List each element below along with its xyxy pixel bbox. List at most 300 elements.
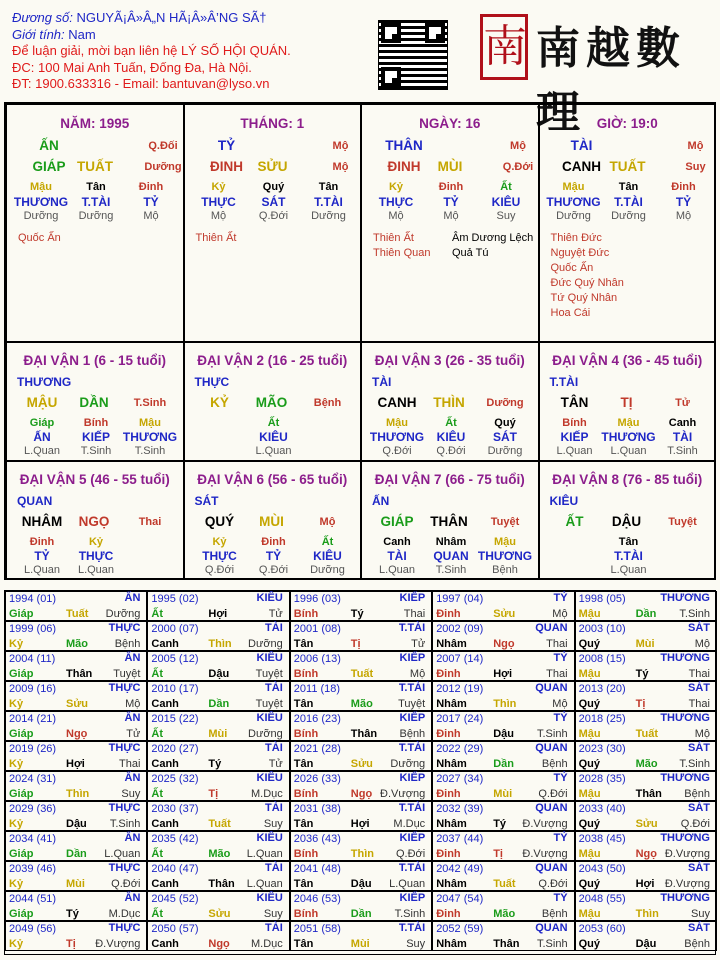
dai-van-cell — [6, 342, 184, 461]
year-label: 2003 (10) — [578, 623, 626, 635]
year-god: SÁT — [687, 862, 710, 874]
year-stem: Bính — [293, 728, 319, 740]
year-stem: Kỷ — [9, 938, 24, 950]
hidden-life: Mộ — [210, 210, 227, 222]
year-label: 2039 (46) — [9, 863, 57, 875]
year-god: KIẾP — [399, 592, 426, 604]
year-branch: Dần — [635, 608, 657, 620]
dai-van-title: ĐẠI VẬN 4 (36 - 45 tuổi) — [552, 353, 703, 368]
year-cell — [147, 591, 289, 621]
year-branch: Dậu — [635, 938, 657, 950]
dai-van-god: KIÊU — [549, 494, 579, 508]
dai-van-stem: KỶ — [210, 395, 229, 410]
hidden-god: THƯƠNG — [122, 430, 178, 444]
hidden-god: TỶ — [675, 195, 692, 209]
year-life: Đ.Vượng — [522, 848, 568, 860]
year-cell — [5, 921, 147, 951]
year-life: Thai — [546, 638, 568, 650]
year-branch: Tý — [635, 668, 649, 680]
year-branch: Thìn — [493, 698, 517, 710]
logo-brand: 南越數理 — [536, 23, 686, 138]
year-branch: Dần — [208, 698, 230, 710]
year-cell — [290, 801, 432, 831]
year-stem: Ất — [151, 608, 163, 620]
hidden-life: Q.Đới — [382, 445, 412, 457]
year-stem: Giáp — [9, 788, 34, 800]
year-god: SÁT — [687, 742, 710, 754]
year-god: TỶ — [553, 592, 568, 604]
hidden-life: L.Quan — [23, 564, 61, 576]
dai-van-life: Tuyệt — [668, 516, 697, 528]
year-label: 2037 (44) — [436, 833, 484, 845]
year-branch: Thân — [208, 878, 235, 890]
year-branch: Sửu — [493, 608, 516, 620]
year-label: 2051 (58) — [293, 923, 341, 935]
dai-van-life: T.Sinh — [133, 397, 167, 409]
branch-life: Dưỡng — [144, 161, 182, 173]
hidden-god: KIẾP — [560, 430, 589, 444]
year-stem: Đinh — [436, 608, 461, 620]
year-life: L.Quan — [246, 878, 283, 890]
year-life: Bệnh — [541, 758, 568, 770]
year-cell — [432, 651, 574, 681]
dai-van-branch: DẬU — [611, 514, 642, 529]
dai-van-title: ĐẠI VẬN 1 (6 - 15 tuổi) — [23, 353, 166, 368]
year-branch: Dần — [350, 908, 372, 920]
year-life: T.Sinh — [537, 728, 568, 740]
star-item: Quốc Ấn — [550, 262, 594, 274]
year-cell — [575, 681, 717, 711]
year-god: QUAN — [535, 742, 568, 754]
year-god: SÁT — [687, 802, 710, 814]
hidden-stem: Bính — [562, 417, 587, 429]
year-cell — [575, 861, 717, 891]
year-label: 2027 (34) — [436, 773, 484, 785]
dai-van-life: Tử — [675, 397, 690, 409]
year-label: 2022 (29) — [436, 743, 484, 755]
year-god: KIÊU — [256, 592, 283, 604]
year-label: 2042 (49) — [436, 863, 484, 875]
year-stem: Nhâm — [436, 758, 467, 770]
year-label: 2010 (17) — [151, 683, 199, 695]
hidden-stem: Mậu — [139, 417, 161, 429]
year-life: Tuyệt — [255, 668, 283, 680]
year-label: 2015 (22) — [151, 713, 199, 725]
year-cell — [5, 741, 147, 771]
year-label: 2004 (11) — [9, 653, 56, 665]
year-life: Dưỡng — [390, 758, 426, 770]
year-label: 2046 (53) — [293, 893, 341, 905]
year-life: Suy — [691, 908, 710, 920]
dai-van-title: ĐẠI VẬN 7 (66 - 75 tuổi) — [374, 472, 525, 487]
dai-van-life: Bệnh — [313, 397, 342, 409]
year-stem: Nhâm — [436, 938, 467, 950]
dai-van-cell — [6, 461, 184, 580]
year-god: ẤN — [124, 592, 141, 604]
year-stem: Canh — [151, 638, 179, 650]
dai-van-cell — [539, 461, 717, 580]
hidden-life: Mộ — [443, 210, 459, 222]
year-label: 2031 (38) — [293, 803, 341, 815]
year-branch: Tý — [66, 908, 79, 920]
year-life: Bệnh — [541, 908, 568, 920]
hidden-god: SÁT — [261, 195, 286, 209]
year-cell — [290, 891, 432, 921]
year-god: THƯƠNG — [660, 652, 710, 664]
year-branch: Hợi — [493, 668, 513, 680]
hidden-life: L.Quan — [23, 445, 61, 457]
hidden-stem: Mậu — [494, 536, 516, 548]
hidden-god: T.TÀI — [614, 195, 643, 209]
year-stem: Bính — [293, 908, 319, 920]
year-cell — [5, 861, 147, 891]
year-god: KIẾP — [399, 712, 426, 724]
year-god: ẤN — [124, 712, 141, 724]
hidden-stem: Tân — [318, 181, 339, 193]
hidden-god: TỶ — [265, 549, 282, 563]
year-cell — [147, 801, 289, 831]
dai-van-god: T.TÀI — [549, 375, 579, 389]
year-cell — [432, 711, 574, 741]
star-item: Thiên Ất — [195, 232, 237, 244]
star-item: Tứ Quý Nhân — [550, 292, 618, 304]
year-life: Mộ — [694, 638, 710, 650]
year-life: M.Dục — [251, 788, 283, 800]
dai-van-god: THƯƠNG — [17, 375, 72, 389]
year-cell — [575, 831, 717, 861]
year-cell — [575, 711, 717, 741]
hidden-stem: Mậu — [30, 181, 52, 193]
year-label: 1997 (04) — [436, 593, 484, 605]
year-label: 2026 (33) — [293, 773, 341, 785]
hidden-god: QUAN — [433, 549, 469, 563]
hidden-life: L.Quan — [378, 564, 416, 576]
dai-van-god: TÀI — [372, 375, 392, 389]
year-life: Đ.Vượng — [95, 938, 141, 950]
star-item: Thiên Quan — [373, 247, 431, 259]
contact-line-1: Để luận giải, mời bạn liên hệ LÝ SỐ HỘI QUÁN. — [12, 43, 291, 58]
hidden-god: T.TÀI — [81, 195, 111, 209]
year-grid — [4, 590, 716, 955]
dai-van-cell — [184, 461, 362, 580]
year-branch: Tị — [208, 788, 219, 800]
year-life: M.Dục — [393, 818, 426, 830]
hidden-stem: Ất — [267, 417, 280, 429]
year-branch: Tuất — [208, 818, 231, 830]
hidden-life: Q.Đới — [258, 564, 289, 576]
hidden-god: THƯƠNG — [601, 430, 656, 444]
year-cell — [575, 801, 717, 831]
hidden-stem: Ất — [321, 536, 334, 548]
hidden-life: L.Quan — [556, 445, 593, 457]
hidden-god: KIÊU — [491, 195, 521, 209]
gender-value: Nam — [68, 26, 96, 42]
year-life: Tử — [126, 728, 141, 740]
year-cell — [290, 831, 432, 861]
year-label: 2019 (26) — [9, 743, 57, 755]
year-label: 2047 (54) — [436, 893, 484, 905]
year-label: 2018 (25) — [578, 713, 626, 725]
hidden-god: KIÊU — [313, 549, 342, 563]
owner-info — [12, 10, 372, 93]
hidden-life: L.Quan — [77, 564, 115, 576]
year-branch: Sửu — [208, 908, 231, 920]
dai-van-branch: THÂN — [430, 514, 468, 529]
year-label: 2030 (37) — [151, 803, 199, 815]
year-stem: Đinh — [436, 908, 461, 920]
heavenly-stem: ĐINH — [387, 159, 421, 174]
year-cell — [290, 861, 432, 891]
year-label: 2036 (43) — [293, 833, 341, 845]
contact-line-2: ĐC: 100 Mai Anh Tuấn, Đống Đa, Hà Nội. — [12, 59, 252, 75]
year-branch: Mão — [635, 758, 658, 770]
stem-life: Mộ — [332, 140, 349, 152]
dai-van-god: ẤN — [372, 494, 390, 508]
hidden-god: TỶ — [143, 195, 159, 209]
year-god: SÁT — [687, 682, 710, 694]
year-cell — [575, 921, 717, 951]
stem-god: THÂN — [385, 138, 423, 153]
heavenly-stem: ĐINH — [210, 159, 243, 174]
year-stem: Tân — [293, 818, 314, 830]
year-branch: Tị — [493, 848, 503, 860]
star-item: Quả Tú — [452, 247, 489, 259]
year-stem: Ất — [151, 788, 163, 800]
year-life: Thai — [688, 668, 710, 680]
year-stem: Giáp — [9, 848, 34, 860]
year-god: T.TÀI — [398, 802, 426, 814]
year-cell — [147, 681, 289, 711]
year-god: THỰC — [108, 682, 141, 694]
chart-grid — [4, 102, 716, 580]
year-cell — [147, 861, 289, 891]
hidden-god: THỰC — [202, 549, 237, 563]
year-stem: Canh — [151, 758, 179, 770]
year-branch: Mùi — [66, 878, 85, 890]
year-god: THỰC — [108, 622, 141, 634]
heavenly-stem: CANH — [562, 159, 601, 174]
star-list — [373, 231, 430, 261]
year-branch: Sửu — [66, 698, 89, 710]
star-list — [196, 231, 237, 246]
year-life: Tuyệt — [255, 698, 283, 710]
year-god: THƯƠNG — [660, 712, 710, 724]
hidden-stem: Kỷ — [388, 181, 404, 193]
year-stem: Ất — [151, 848, 163, 860]
year-god: TỶ — [553, 892, 568, 904]
year-god: THỰC — [108, 862, 141, 874]
year-cell — [432, 741, 574, 771]
hidden-life: Q.Đới — [436, 445, 466, 457]
hidden-stem: Mậu — [386, 417, 408, 429]
year-branch: Thân — [493, 938, 520, 950]
year-life: Suy — [263, 908, 283, 920]
year-branch: Thân — [66, 668, 93, 680]
year-god: QUAN — [535, 862, 568, 874]
year-life: Thai — [403, 608, 426, 620]
year-label: 2012 (19) — [436, 683, 484, 695]
year-label: 2006 (13) — [293, 653, 341, 665]
branch-life: Mộ — [332, 161, 349, 173]
year-stem: Đinh — [436, 728, 461, 740]
hidden-stem: Mậu — [617, 417, 640, 429]
year-label: 2011 (18) — [293, 683, 341, 695]
hidden-life: Dưỡng — [311, 210, 346, 222]
star-list — [551, 231, 624, 321]
year-stem: Kỷ — [9, 878, 24, 890]
year-life: Mộ — [552, 608, 568, 620]
year-life: Đ.Vượng — [522, 818, 568, 830]
year-label: 2048 (55) — [578, 893, 626, 905]
year-label: 2014 (21) — [9, 713, 57, 725]
year-cell — [290, 621, 432, 651]
year-life: Suy — [406, 938, 426, 950]
year-life: T.Sinh — [394, 908, 426, 920]
year-branch: Mùi — [635, 638, 655, 650]
year-god: TỶ — [553, 652, 568, 664]
pillar-cell — [6, 104, 184, 342]
year-branch: Ngọ — [66, 728, 88, 740]
dai-van-stem: QUÝ — [204, 514, 235, 529]
year-life: Đ.Vượng — [380, 788, 426, 800]
hidden-life: Mộ — [143, 210, 159, 222]
hidden-life: Dưỡng — [310, 564, 345, 576]
year-god: SÁT — [687, 622, 710, 634]
hidden-stem: Đinh — [671, 181, 696, 193]
hidden-stem: Đinh — [438, 181, 464, 193]
year-stem: Nhâm — [436, 638, 467, 650]
name-value: NGUYÃ¡Â»Â„N HÃ¡Â»Â’NG SÃ† — [76, 10, 267, 25]
year-cell — [5, 831, 147, 861]
year-god: THƯƠNG — [660, 832, 710, 844]
year-cell — [290, 921, 432, 951]
year-branch: Ngọ — [208, 938, 230, 950]
year-label: 2033 (40) — [578, 803, 626, 815]
pillar-cell — [361, 104, 539, 342]
year-life: Suy — [263, 818, 283, 830]
dai-van-branch: MÃO — [255, 395, 288, 410]
year-branch: Tuất — [350, 668, 374, 680]
year-life: Dưỡng — [248, 638, 283, 650]
year-stem: Giáp — [9, 608, 34, 620]
year-god: THỰC — [108, 802, 141, 814]
year-label: 2013 (20) — [578, 683, 626, 695]
year-branch: Mão — [208, 848, 231, 860]
stem-life: Mộ — [510, 140, 526, 152]
year-cell — [5, 621, 147, 651]
year-cell — [147, 771, 289, 801]
year-god: TỶ — [553, 772, 568, 784]
hidden-life: Dưỡng — [23, 210, 59, 222]
year-branch: Tuất — [66, 608, 89, 620]
hidden-stem: Canh — [383, 536, 411, 548]
stem-god: TÀI — [570, 138, 593, 153]
year-life: Bệnh — [684, 788, 710, 800]
year-branch: Ngọ — [635, 848, 657, 860]
year-life: Tử — [268, 608, 283, 620]
stem-life: Mộ — [687, 140, 704, 152]
year-stem: Ất — [151, 908, 163, 920]
year-life: M.Dục — [108, 908, 141, 920]
year-label: 2038 (45) — [578, 833, 626, 845]
year-label: 2024 (31) — [9, 773, 57, 785]
year-label: 2035 (42) — [151, 833, 199, 845]
hidden-life: Bệnh — [492, 564, 518, 576]
year-label: 2044 (51) — [9, 893, 57, 905]
hidden-life: Dưỡng — [487, 445, 523, 457]
hidden-stem: Giáp — [29, 417, 55, 429]
year-stem: Mậu — [578, 608, 601, 620]
year-cell — [432, 681, 574, 711]
year-god: TÀI — [265, 862, 283, 874]
year-stem: Nhâm — [436, 878, 467, 890]
stem-god: ẤN — [39, 138, 59, 153]
hidden-stem: Ất — [445, 417, 457, 429]
earthly-branch: TUẤT — [77, 159, 113, 174]
year-cell — [575, 891, 717, 921]
year-cell — [432, 591, 574, 621]
year-life: Mộ — [409, 668, 426, 680]
year-stem: Đinh — [436, 788, 461, 800]
year-god: QUAN — [535, 682, 568, 694]
stem-life: Q.Đối — [148, 140, 178, 152]
year-cell — [432, 921, 574, 951]
dai-van-life: Tuyệt — [490, 516, 520, 528]
year-god: TỶ — [553, 712, 568, 724]
hidden-stem: Đinh — [138, 181, 164, 193]
year-branch: Tý — [493, 818, 507, 830]
dai-van-cell — [361, 342, 539, 461]
year-cell — [432, 621, 574, 651]
year-branch: Hợi — [350, 818, 370, 830]
year-god: T.TÀI — [398, 862, 426, 874]
year-cell — [290, 681, 432, 711]
year-life: Đ.Vượng — [664, 848, 710, 860]
year-label: 2001 (08) — [293, 623, 341, 635]
hidden-god: KIÊU — [259, 430, 288, 444]
year-stem: Quý — [578, 878, 600, 890]
hidden-stem: Đinh — [29, 536, 55, 548]
gender-label: Giới tính: — [12, 26, 65, 42]
year-stem: Tân — [293, 878, 314, 890]
branch-life: Suy — [685, 161, 706, 173]
hidden-life: L.Quan — [610, 564, 647, 576]
year-stem: Mậu — [578, 788, 601, 800]
year-branch: Thìn — [66, 788, 90, 800]
star-item: Hoa Cái — [550, 307, 591, 319]
hidden-god: THƯƠNG — [13, 195, 69, 209]
year-branch: Mùi — [350, 938, 370, 950]
year-branch: Thân — [635, 788, 662, 800]
star-item: Nguyệt Đức — [550, 247, 610, 259]
year-stem: Tân — [293, 758, 314, 770]
year-branch: Sửu — [635, 818, 658, 830]
year-cell — [432, 771, 574, 801]
year-cell — [575, 621, 717, 651]
year-god: TÀI — [265, 922, 283, 934]
dai-van-stem: CANH — [377, 395, 417, 410]
year-cell — [147, 831, 289, 861]
hidden-life: L.Quan — [610, 445, 647, 457]
year-label: 2034 (41) — [9, 833, 57, 845]
year-branch: Mão — [493, 908, 516, 920]
year-label: 2050 (57) — [151, 923, 199, 935]
year-god: THƯƠNG — [660, 892, 710, 904]
year-stem: Quý — [578, 818, 600, 830]
hidden-life: Dưỡng — [611, 210, 646, 222]
year-cell — [290, 591, 432, 621]
year-branch: Dậu — [66, 818, 87, 830]
